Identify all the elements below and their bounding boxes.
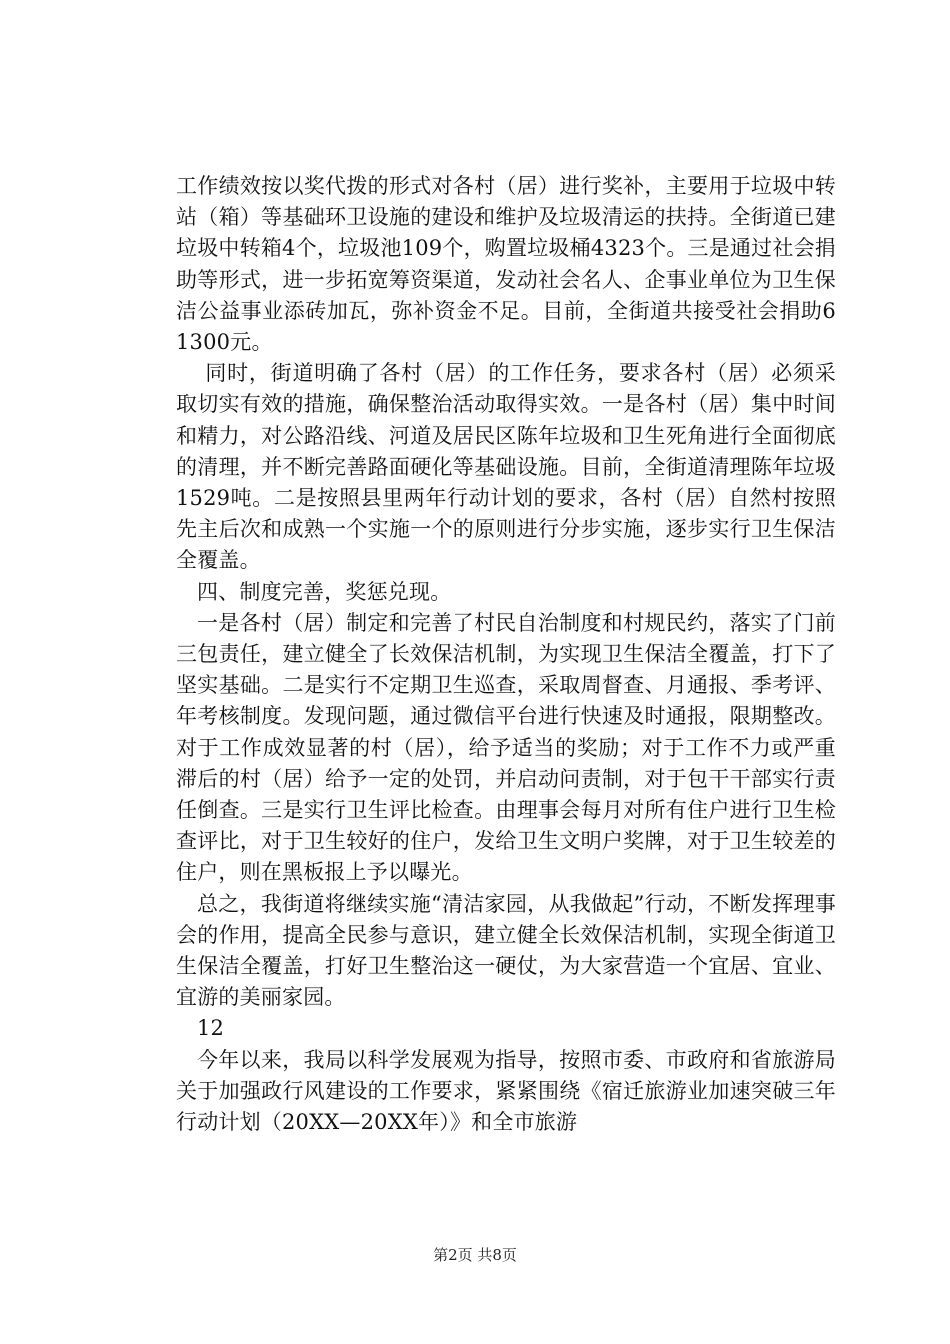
paragraph-tourism-intro: 今年以来，我局以科学发展观为指导，按照市委、市政府和省旅游局关于加强政行风建设的工作要求，紧紧围绕《宿迁旅游业加速突破三年行动计划（20XX—20XX年）》和全市旅游 — [176, 1047, 836, 1135]
page-footer: 第2页 共8页 — [433, 1246, 517, 1264]
section-number: 12 — [197, 1016, 225, 1041]
paragraph-system-details: 一是各村（居）制定和完善了村民自治制度和村规民约，落实了门前三包责任，建立健全了长效保洁机制，为实现卫生保洁全覆盖，打下了坚实基础。二是实行不定期卫生巡查，采取周督查、月通报、季考评、年考核制度。发现问题，通过微信平台进行快速及时通报，限期整改。对于工作成效显著的村（居），给予适当的奖励；对于工作不力或严重滞后的村（居）给予一定的处罚，并启动问责制，对于包干干部实行责任倒查。三是实行卫生评比检查。由理事会每月对所有住户进行卫生检查评比，对于卫生较好的住户，发给卫生文明户奖牌，对于卫生较差的住户，则在黑板报上予以曝光。 — [176, 610, 836, 885]
paragraph-village-tasks: 同时，街道明确了各村（居）的工作任务，要求各村（居）必须采取切实有效的措施，确保整治活动取得实效。一是各村（居）集中时间和精力，对公路沿线、河道及居民区陈年垃圾和卫生死角进行全面彻底的清理，并不断完善路面硬化等基础设施。目前，全街道清理陈年垃圾1529吨。二是按照县里两年行动计划的要求，各村（居）自然村按照先主后次和成熟一个实施一个的原则进行分步实施，逐步实行卫生保洁全覆盖。 — [176, 361, 836, 573]
document-body — [176, 171, 836, 1138]
section-heading-system: 四、制度完善，奖惩兑现。 — [197, 579, 452, 604]
paragraph-funding: 工作绩效按以奖代拨的形式对各村（居）进行奖补，主要用于垃圾中转站（箱）等基础环卫设施的建设和维护及垃圾清运的扶持。全街道已建垃圾中转箱4个，垃圾池109个，购置垃圾桶4323个。三是通过社会捐助等形式，进一步拓宽筹资渠道，发动社会名人、企事业单位为卫生保洁公益事业添砖加瓦，弥补资金不足。目前，全街道共接受社会捐助61300元。 — [176, 174, 836, 355]
paragraph-conclusion: 总之，我街道将继续实施“清洁家园，从我做起”行动，不断发挥理事会的作用，提高全民参与意识，建立健全长效保洁机制，实现全街道卫生保洁全覆盖，打好卫生整治这一硬仗，为大家营造一个宜居、宜业、宜游的美丽家园。 — [176, 891, 836, 1010]
